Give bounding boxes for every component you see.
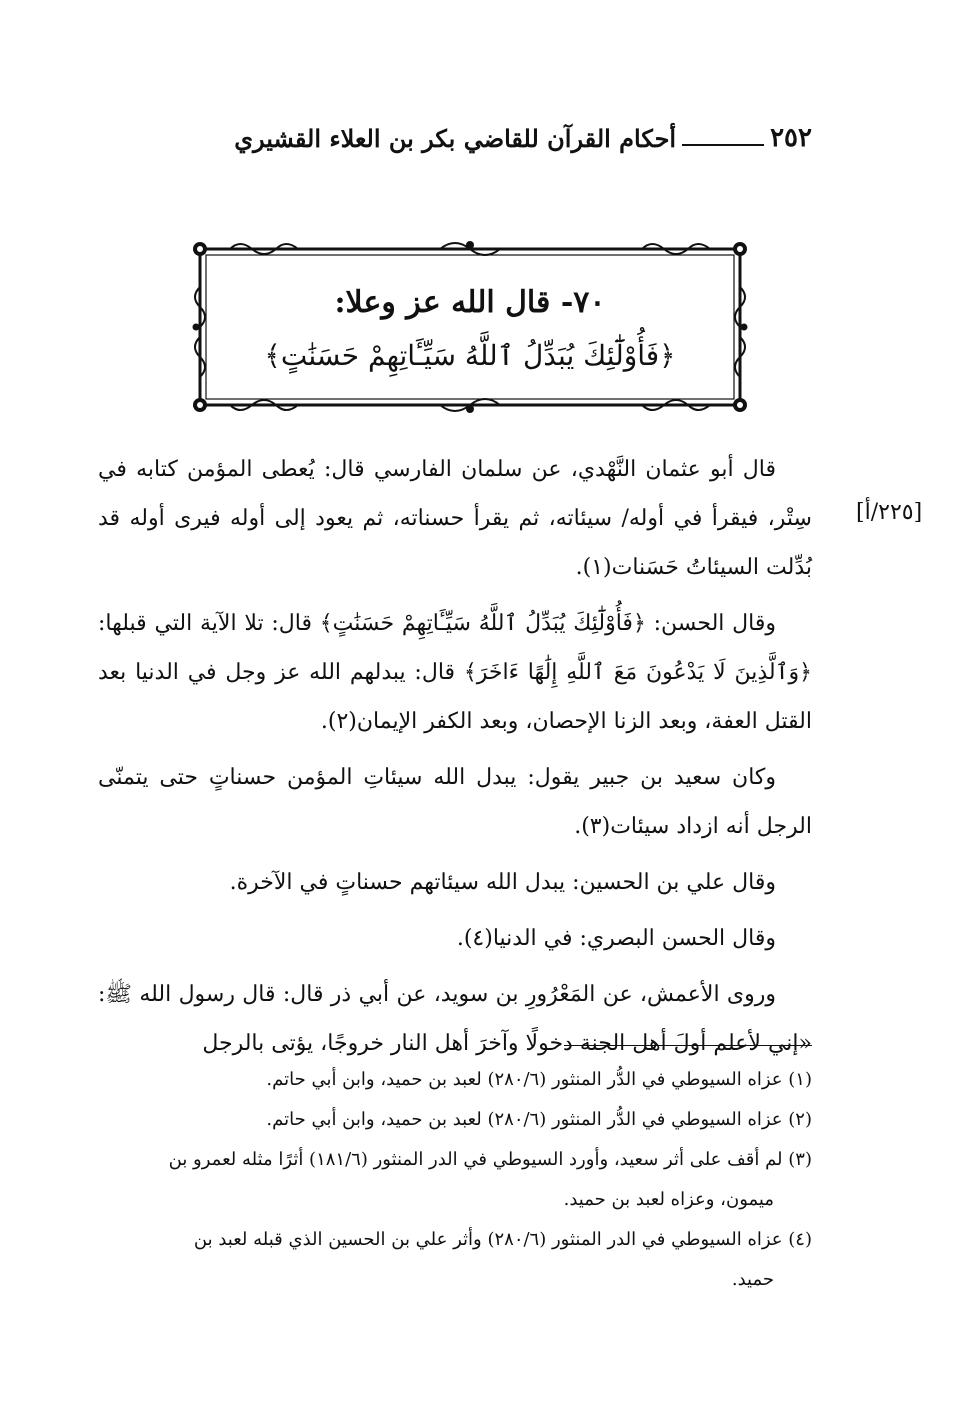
footnote-continuation: حميد.: [731, 1269, 774, 1290]
book-title: أحكام القرآن للقاضي بكر بن العلاء القشيري: [234, 123, 677, 153]
chapter-title: ٧٠- قال الله عز وعلا:: [334, 285, 606, 320]
footnote-continuation: ميمون، وعزاه لعبد بن حميد.: [563, 1189, 774, 1210]
footnotes: [98, 1060, 812, 1300]
page-number: ٢٥٢: [770, 123, 812, 153]
paragraph: وقال علي بن الحسين: يبدل الله سيئاتهم حسناتٍ في الآخرة.: [229, 870, 776, 895]
ornamental-frame-icon: [190, 237, 750, 417]
main-text: [98, 445, 812, 1075]
header-rule: [682, 144, 764, 146]
footnote: (٣) لم أقف على أثر سعيد، وأورد السيوطي في الدر المنثور (١٨١/٦) أثرًا مثله لعمرو بن: [168, 1149, 812, 1170]
paragraph: وقال الحسن: ﴿فَأُوْلَٰٓئِكَ يُبَدِّلُ ٱللَّهُ سَيِّـَٔاتِهِمْ حَسَنَٰتٍ﴾ قال: تلا الآية التي قبلها: ﴿وَٱلَّذِينَ لَا يَدْعُونَ مَعَ ٱللَّهِ إِلَٰهًا ءَاخَرَ﴾ قال: يبدلهم الله عز وجل في الدنيا بعد القتل العفة، وبعد الزنا الإحصان، وبعد الكفر الإيمان(٢).: [98, 611, 812, 734]
chapter-ornament-box: [190, 237, 750, 417]
paragraph: قال أبو عثمان النَّهْدي، عن سلمان الفارسي قال: يُعطى المؤمن كتابه في سِتْر، فيقرأ في أوله/ سيئاته، ثم يقرأ حسناته، ثم يعود إلى أوله فيرى أوله قد بُدِّلت السيئاتُ حَسَنات(١).: [98, 457, 812, 580]
paragraph: وروى الأعمش، عن المَعْرُورِ بن سويد، عن أبي ذر قال: قال رسول الله ﷺ: «إني لأعلم أولَ أهل الجنة دخولًا وآخرَ أهل النار خروجًا، يؤتى بالرجل: [98, 982, 812, 1056]
footnote-separator: [564, 1045, 812, 1046]
paragraph: وكان سعيد بن جبير يقول: يبدل الله سيئاتِ المؤمن حسناتٍ حتى يتمنّى الرجل أنه ازداد سيئات(٣).: [98, 765, 812, 839]
footnote: (٢) عزاه السيوطي في الدُّر المنثور (٢٨٠/٦) لعبد بن حميد، وابن أبي حاتم.: [266, 1109, 812, 1130]
paragraph: وقال الحسن البصري: في الدنيا(٤).: [456, 926, 776, 951]
manuscript-folio-reference: [٢٢٥/أ]: [856, 500, 923, 525]
chapter-verse: ﴿فَأُوْلَٰٓئِكَ يُبَدِّلُ ٱللَّهُ سَيِّـَٔاتِهِمْ حَسَنَٰتٍ﴾: [264, 339, 676, 372]
running-header: [98, 118, 812, 158]
footnote: (٤) عزاه السيوطي في الدر المنثور (٢٨٠/٦) وأثر علي بن الحسين الذي قبله لعبد بن: [193, 1229, 812, 1250]
footnote: (١) عزاه السيوطي في الدُّر المنثور (٢٨٠/٦) لعبد بن حميد، وابن أبي حاتم.: [266, 1069, 812, 1090]
